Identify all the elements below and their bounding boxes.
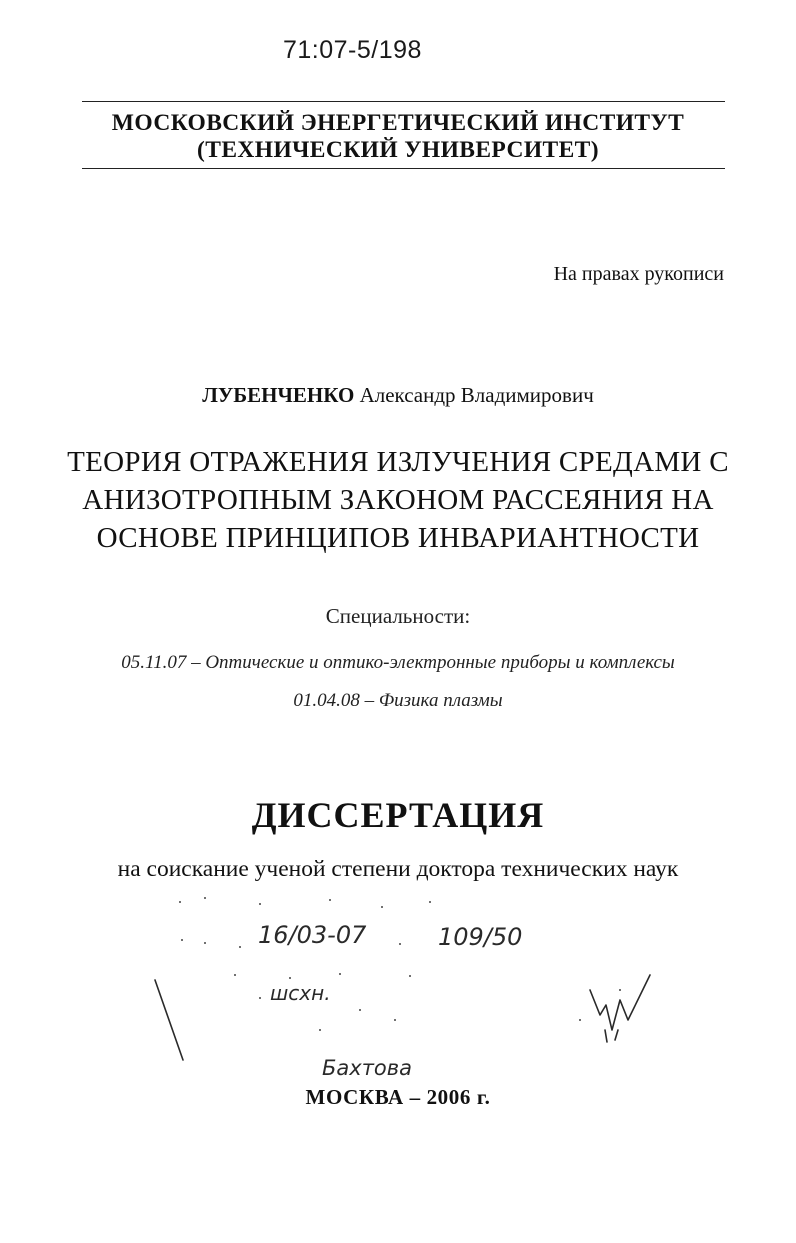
degree-line: на соискание ученой степени доктора технических наук [117,856,679,882]
pen-stroke-left [155,980,183,1060]
handwritten-number: 109/50 [438,923,523,951]
handwritten-date: 16/03-07 [258,921,367,949]
specialty-item: 01.04.08 – Физика плазмы [293,690,503,711]
author-given-names: Александр Владимирович [359,383,594,407]
manuscript-note: На правах рукописи [553,263,724,285]
dissertation-title-line: ОСНОВЕ ПРИНЦИПОВ ИНВАРИАНТНОСТИ [96,522,700,554]
handwritten-signature: Бахтова [322,1056,413,1080]
document-type-heading: ДИССЕРТАЦИЯ [251,795,545,835]
dissertation-title-line: ТЕОРИЯ ОТРАЖЕНИЯ ИЗЛУЧЕНИЯ СРЕДАМИ С [67,446,729,478]
scribble-mark [605,1030,618,1042]
catalog-number: 71:07-5/198 [283,36,422,64]
handwritten-initials: шсхн. [270,981,331,1005]
author-line [0,383,796,408]
institute-subtitle: (ТЕХНИЧЕСКИЙ УНИВЕРСИТЕТ) [197,137,599,163]
specialty-item: 05.11.07 – Оптические и оптико-электронные приборы и комплексы [121,652,675,673]
author-surname: ЛУБЕНЧЕНКО [202,383,355,407]
dissertation-title-line: АНИЗОТРОПНЫМ ЗАКОНОМ РАССЕЯНИЯ НА [82,484,714,516]
handwritten-annotations [0,880,796,1110]
faint-stamp-dots [179,897,621,1031]
header-rule-bottom [82,168,725,169]
checkmark-scribble-right [590,975,650,1030]
specialties-heading: Специальности: [325,604,471,628]
header-rule-top [82,101,725,102]
city-year: МОСКВА – 2006 г. [305,1085,491,1109]
institute-name: МОСКОВСКИЙ ЭНЕРГЕТИЧЕСКИЙ ИНСТИТУТ [111,110,685,136]
